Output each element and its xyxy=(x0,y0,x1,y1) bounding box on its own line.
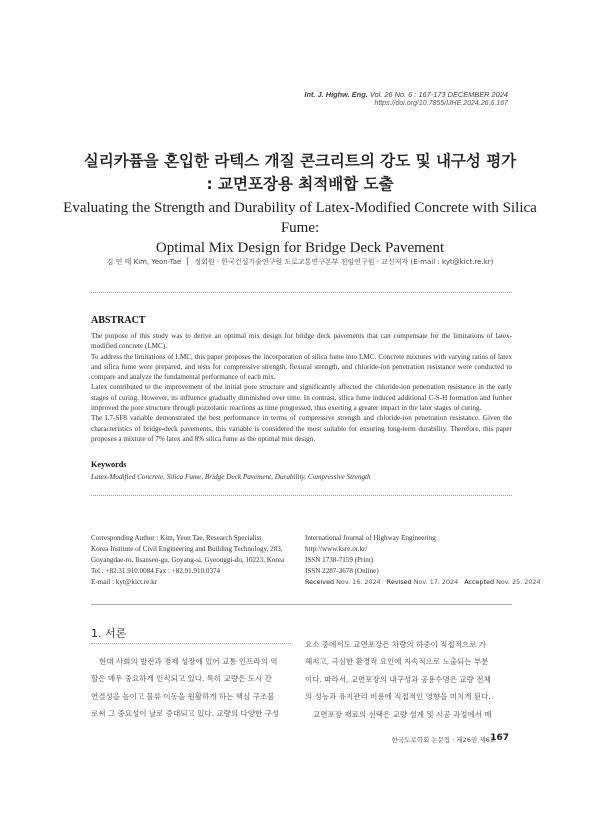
footer-journal: 한국도로학회 논문집 · 제26권 제6호 xyxy=(391,736,496,744)
revised-date: Nov. 17. 2024 xyxy=(413,578,459,586)
author-affiliation: 정회원 · 한국건설기술연구원 도로교통연구본부 전임연구원 · 교신저자 (E-mail : kyt@kict.re.kr) xyxy=(194,258,494,266)
journal-name: International Journal of Highway Engineering xyxy=(305,534,436,542)
corr-email: E-mail : kyt@kict.re.kr xyxy=(91,578,158,586)
received-date: Nov. 16. 2024 xyxy=(336,578,381,586)
body-line: 로써 그 중요성이 날로 증대되고 있다. 교량의 다양한 구성 xyxy=(91,709,280,719)
body-line: 요소 중에서도 교면포장은 차량의 하중이 직접적으로 가 xyxy=(305,640,486,649)
divider-solid xyxy=(91,604,512,605)
issn-online: ISSN 2287-3678 (Online) xyxy=(305,567,379,575)
abstract-paragraph: Latex contributed to the improvement of the initial pore structure and significantly affected the chloride-ion penetration resistance in the early stages of curing. However, its influence gradually diminished over time. In contrast, silica fume induced additional C-S-H formation and further improved the pore structure through pozzolanic reactions as time progressed, thus exerting a greater impact in the later stages of curing. xyxy=(91,383,512,413)
corr-line: Tel : +82.31.910.0084 Fax : +82.91.910.0374 xyxy=(91,567,221,575)
journal-info xyxy=(305,533,541,588)
received-label: Received xyxy=(305,578,335,586)
abstract-paragraph: To address the limitations of LMC, this paper proposes the incorporation of silica fume into LMC. Concrete mixtures with varying ratios of latex and silica fume were prepared, and tests for compressive strength, flexural strength, and chloride-ion penetration resistance were conducted to compare and analyze the fundamental performance of each mix. xyxy=(91,352,512,382)
journal-url[interactable]: http://www.ksre.or.kr/ xyxy=(305,545,368,553)
accepted-label: Accepted xyxy=(464,578,495,586)
english-title-line2: Optimal Mix Design for Bridge Deck Pavement xyxy=(155,240,445,256)
section-heading: 1. 서론 xyxy=(91,627,127,640)
corr-line: Korea Institute of Civil Engineering and Building Technology, 283, xyxy=(91,545,283,553)
author-line xyxy=(0,257,600,267)
body-column-right xyxy=(305,636,512,723)
keywords-text: Latex-Modified Concrete, Silica Fume, Bridge Deck Pavement, Durability, Compressive Strength xyxy=(91,473,371,481)
body-line: 이다. 따라서, 교면포장의 내구성과 공용수명은 교량 전체 xyxy=(305,674,491,684)
page-number: 167 xyxy=(490,733,509,743)
journal-volume: Vol. 26 No. 6 : 167-173 DECEMBER 2024 xyxy=(369,90,508,99)
korean-title-line2: : 교면포장용 최적배합 도출 xyxy=(206,175,394,193)
submission-dates xyxy=(305,577,541,588)
journal-abbrev: Int. J. Highw. Eng. xyxy=(304,90,368,99)
author-name: 김 연 태 Kim, Yeon-Tae xyxy=(106,258,182,266)
korean-title xyxy=(0,150,600,196)
keywords-heading: Keywords xyxy=(91,460,127,469)
body-line: 현대 사회의 발전과 경제 성장에 있어 교통 인프라의 역 xyxy=(99,657,278,666)
body-line: 해지고, 극심한 환경적 요인에 지속적으로 노출되는 부분 xyxy=(305,657,489,667)
body-column-left xyxy=(91,653,292,723)
english-title xyxy=(60,198,540,258)
accepted-date: Nov. 25. 2024 xyxy=(496,578,541,586)
body-line: 의 성능과 유지관리 비용에 직접적인 영향을 미치게 된다. xyxy=(305,692,491,702)
journal-citation xyxy=(304,90,508,99)
divider-dotted-top xyxy=(91,292,512,293)
abstract-paragraph: The purpose of this study was to derive an optimal mix design for bridge deck pavements that can compensate for the limitations of latex-modified concrete (LMC). xyxy=(91,332,512,351)
issn-print: ISSN 1738-7159 (Print) xyxy=(305,556,374,564)
body-line: 연결성을 높이고 물류 이동을 원활하게 하는 핵심 구조물 xyxy=(91,691,275,701)
body-line: 교면포장 재료의 선택은 교량 설계 및 시공 과정에서 매 xyxy=(313,709,492,719)
corr-line: Corresponding Author : Kim, Yeon Tae, Research Specialist xyxy=(91,534,262,542)
corr-line: Goyangdae-ro, Ilsanseo-gu, Goyang-si, Gyeonggi-do, 10223, Korea xyxy=(91,556,285,564)
section-heading-rule xyxy=(91,643,291,644)
doi-link[interactable]: https://doi.org/10.7855/IJHE.2024.26.6.167 xyxy=(374,100,508,107)
body-line: 할은 매우 중요하게 인식되고 있다. 특히 교량은 도시 간 xyxy=(91,674,272,684)
abstract-paragraph: The L7-SF8 variable demonstrated the best performance in terms of compressive strength and chloride-ion penetration resistance. Given the characteristics of bridge-deck pavements, this variable is considered the most suitable for ensuring long-term durability. Therefore, this paper proposes a mixture of 7% latex and 8% silica fume as the optimal mix design. xyxy=(91,414,512,443)
abstract-heading: ABSTRACT xyxy=(91,315,146,326)
english-title-line1: Evaluating the Strength and Durability of Latex-Modified Concrete with Silica Fume: xyxy=(63,200,537,236)
korean-title-line1: 실리카퓸을 혼입한 라텍스 개질 콘크리트의 강도 및 내구성 평가 xyxy=(83,152,517,170)
divider-dotted-bottom xyxy=(91,495,512,496)
abstract-body xyxy=(91,331,512,444)
revised-label: Revised xyxy=(386,578,412,586)
author-separator xyxy=(187,257,188,265)
corresponding-author-info xyxy=(91,533,301,588)
